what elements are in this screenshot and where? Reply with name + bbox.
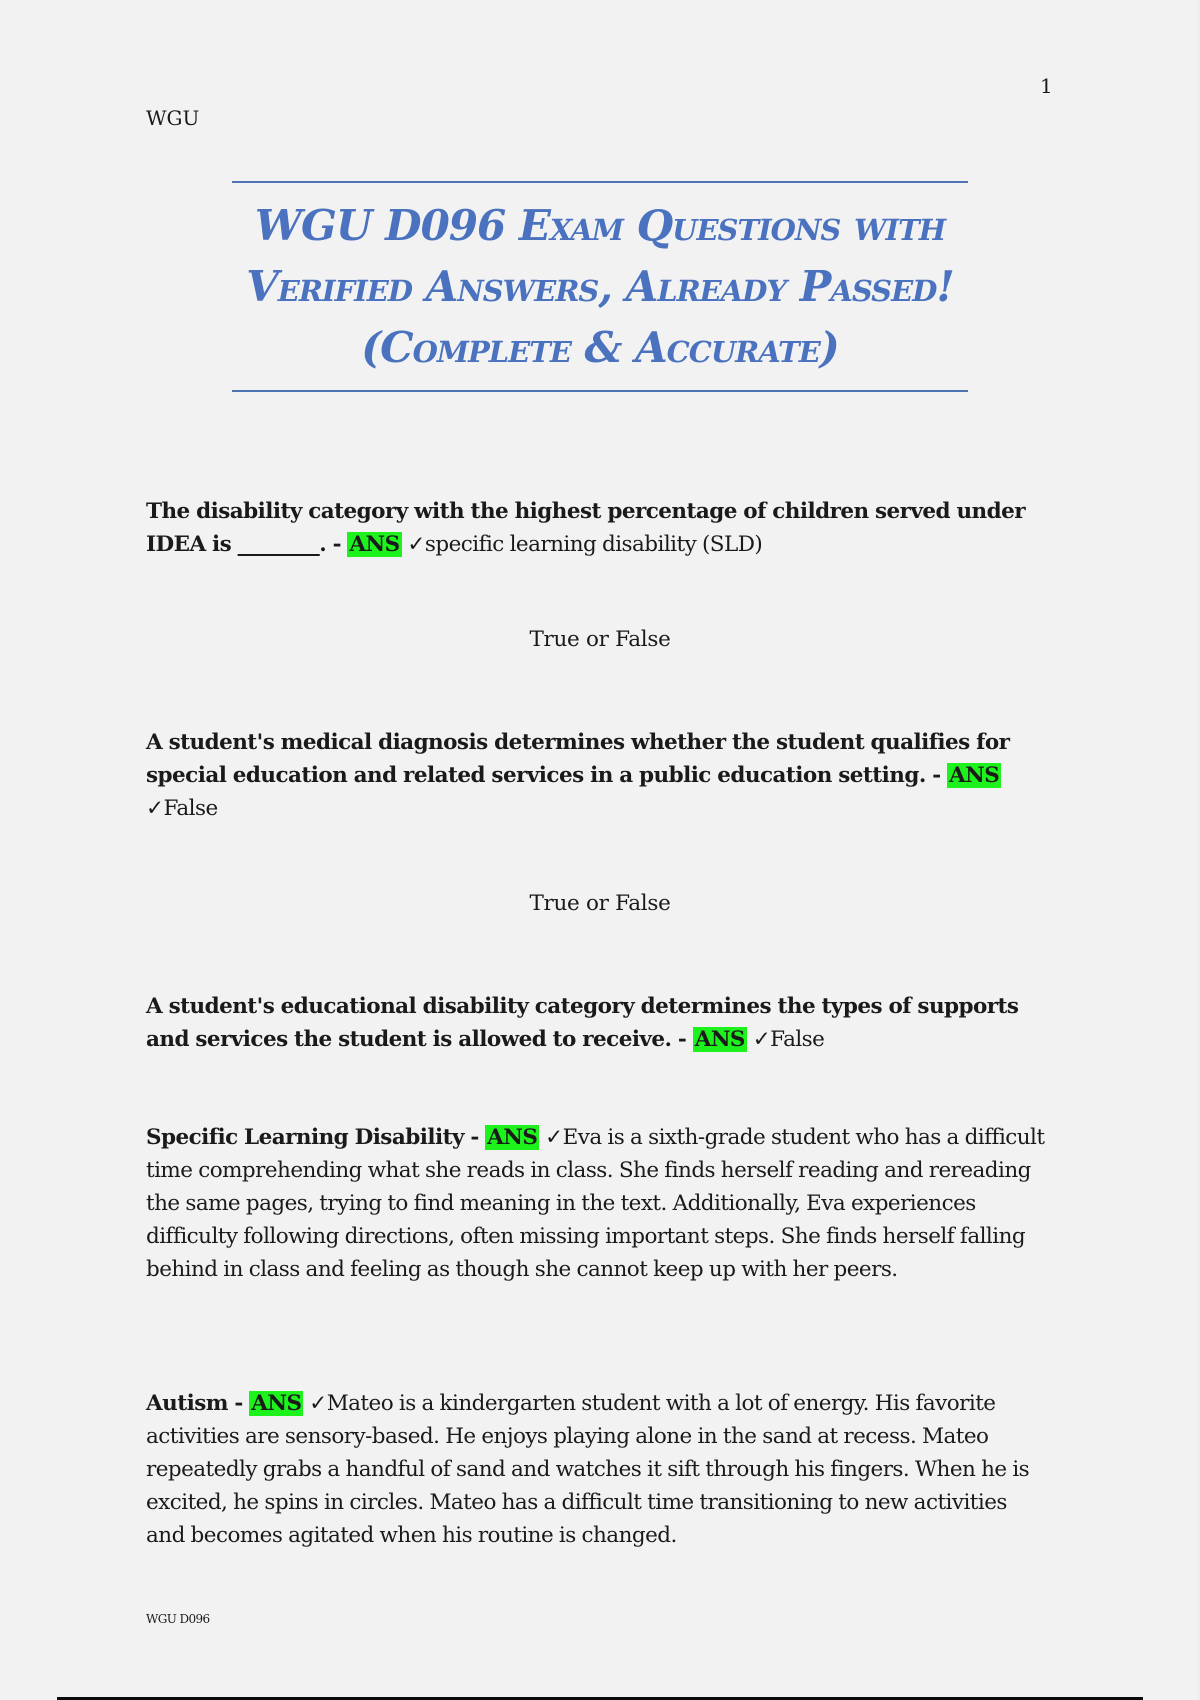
question-text: A student's medical diagnosis determines whether the student qualifies for special education and related services in a public education setting. - [146, 730, 1010, 788]
check-icon: ✓ [545, 1125, 563, 1150]
qa-item [146, 1121, 1051, 1286]
document-title [232, 195, 968, 378]
answer-text: specific learning disability (SLD) [424, 532, 763, 557]
question-text: Specific Learning Disability - [146, 1125, 486, 1150]
section-divider: True or False [529, 627, 671, 652]
answer-text: False [163, 796, 218, 821]
qa-item [146, 990, 1051, 1056]
page-number: 1 [1040, 74, 1053, 98]
title-line-3: (Complete & Accurate) [361, 323, 839, 372]
answer-text: Mateo is a kindergarten student with a lot of energy. His favorite activities are sensory-based. He enjoys playing alone in the sand at recess. Mateo repeatedly grabs a handful of sand and watches it sift through his fingers. When he is excited, he spins in circles. Mateo has a difficult time transitioning to new activities and becomes agitated when his routine is changed. [146, 1391, 1030, 1548]
title-top-rule [232, 181, 968, 183]
footer-label: WGU D096 [146, 1612, 210, 1626]
question-text: A student's educational disability category determines the types of supports and services the student is allowed to receive. - [146, 994, 1019, 1052]
ans-badge: ANS [349, 532, 400, 557]
answer-text: False [770, 1027, 825, 1052]
header-label: WGU [146, 106, 200, 130]
ans-badge: ANS [251, 1391, 302, 1416]
check-icon: ✓ [752, 1027, 771, 1052]
title-bottom-rule [232, 390, 968, 392]
qa-item [146, 726, 1051, 825]
ans-badge: ANS [487, 1125, 538, 1150]
ans-badge: ANS [694, 1027, 745, 1052]
title-block [232, 181, 968, 392]
ans-badge: ANS [949, 763, 1000, 788]
question-text: Autism - [146, 1391, 250, 1416]
section-divider: True or False [529, 891, 671, 916]
answer-text: Eva is a sixth-grade student who has a difficult time comprehending what she reads in class. She finds herself reading and rereading the same pages, trying to find meaning in the text. Additionally, Eva experiences difficulty following directions, often missing important steps. She finds herself falling behind in class and feeling as though she cannot keep up with her peers. [146, 1125, 1045, 1282]
title-line-1: WGU D096 Exam Questions with [254, 201, 946, 250]
title-line-2: Verified Answers, Already Passed! [246, 262, 954, 311]
qa-item [146, 1387, 1051, 1552]
check-icon: ✓ [407, 532, 425, 557]
qa-item [146, 495, 1051, 561]
question-text: The disability category with the highest percentage of children served under IDEA is ________. - [146, 499, 1025, 557]
check-icon: ✓ [146, 796, 164, 821]
check-icon: ✓ [309, 1391, 327, 1416]
